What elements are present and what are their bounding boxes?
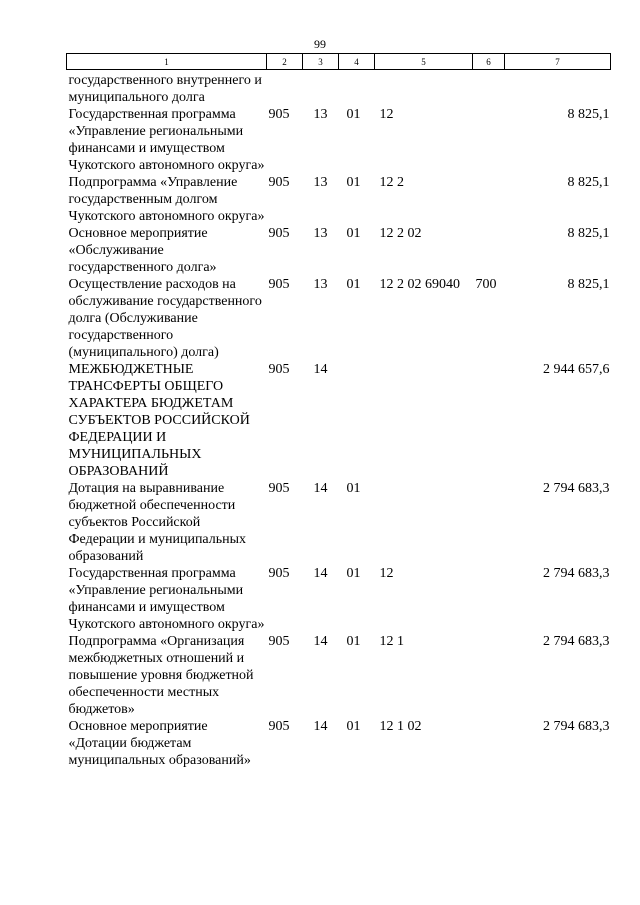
table-row bbox=[67, 565, 611, 633]
column-header: 4 bbox=[339, 54, 375, 70]
target-article-code: 12 2 bbox=[379, 175, 404, 190]
item-name: МЕЖБЮДЖЕТНЫЕ ТРАНСФЕРТЫ ОБЩЕГО ХАРАКТЕРА БЮДЖЕТАМ СУБЪЕКТОВ РОССИЙСКОЙ ФЕДЕРАЦИИ И МУНИЦИПАЛЬНЫХ ОБРАЗОВАНИЙ bbox=[68, 362, 250, 479]
expense-type-code: 700 bbox=[475, 277, 497, 292]
subsection-code bbox=[339, 361, 375, 480]
expense-type-code bbox=[473, 361, 505, 480]
subsection-code: 01 bbox=[346, 634, 361, 649]
column-header: 1 bbox=[67, 54, 267, 70]
amount: 2 944 657,6 bbox=[543, 362, 610, 377]
section-code: 13 bbox=[313, 107, 328, 122]
subsection-code bbox=[339, 70, 375, 107]
section-code: 14 bbox=[313, 362, 328, 377]
target-article-code bbox=[375, 361, 473, 480]
amount: 8 825,1 bbox=[567, 175, 610, 190]
item-name: Подпрограмма «Управление государственным долгом Чукотского автономного округа» bbox=[68, 175, 265, 224]
section-code: 13 bbox=[313, 277, 328, 292]
column-header: 2 bbox=[267, 54, 303, 70]
amount: 2 794 683,3 bbox=[543, 719, 610, 734]
amount: 8 825,1 bbox=[567, 107, 610, 122]
expense-type-code bbox=[473, 174, 505, 225]
table-row bbox=[67, 718, 611, 769]
column-header: 6 bbox=[473, 54, 505, 70]
section-code: 14 bbox=[313, 634, 328, 649]
item-name: Государственная программа «Управление региональными финансами и имуществом Чукотского автономного округа» bbox=[68, 566, 265, 632]
target-article-code: 12 1 02 bbox=[379, 719, 422, 734]
table-row bbox=[67, 633, 611, 718]
column-header: 3 bbox=[303, 54, 339, 70]
ministry-code: 905 bbox=[268, 175, 290, 190]
subsection-code: 01 bbox=[346, 481, 361, 496]
ministry-code: 905 bbox=[268, 566, 290, 581]
table-row bbox=[67, 361, 611, 480]
budget-table bbox=[66, 53, 611, 769]
ministry-code: 905 bbox=[268, 362, 290, 377]
subsection-code: 01 bbox=[346, 107, 361, 122]
target-article-code: 12 1 bbox=[379, 634, 404, 649]
amount: 8 825,1 bbox=[567, 277, 610, 292]
subsection-code: 01 bbox=[346, 175, 361, 190]
target-article-code: 12 2 02 69040 bbox=[379, 277, 460, 292]
ministry-code: 905 bbox=[268, 107, 290, 122]
item-name: Подпрограмма «Организация межбюджетных отношений и повышение уровня бюджетной обеспеченности местных бюджетов» bbox=[68, 634, 254, 717]
section-code: 14 bbox=[313, 566, 328, 581]
item-name: Дотация на выравнивание бюджетной обеспеченности субъектов Российской Федерации и муниципальных образований bbox=[68, 481, 247, 564]
ministry-code: 905 bbox=[268, 634, 290, 649]
ministry-code: 905 bbox=[268, 481, 290, 496]
amount: 2 794 683,3 bbox=[543, 634, 610, 649]
amount: 2 794 683,3 bbox=[543, 481, 610, 496]
section-code: 13 bbox=[313, 175, 328, 190]
item-name: Основное мероприятие «Обслуживание государственного долга» bbox=[68, 226, 217, 275]
amount: 2 794 683,3 bbox=[543, 566, 610, 581]
amount: 8 825,1 bbox=[567, 226, 610, 241]
subsection-code: 01 bbox=[346, 277, 361, 292]
table-row bbox=[67, 225, 611, 276]
target-article-code bbox=[375, 480, 473, 565]
target-article-code: 12 2 02 bbox=[379, 226, 422, 241]
expense-type-code bbox=[473, 565, 505, 633]
target-article-code: 12 bbox=[379, 566, 394, 581]
column-header: 7 bbox=[505, 54, 611, 70]
table-row bbox=[67, 480, 611, 565]
table-row bbox=[67, 276, 611, 361]
subsection-code: 01 bbox=[346, 226, 361, 241]
section-code: 14 bbox=[313, 719, 328, 734]
subsection-code: 01 bbox=[346, 719, 361, 734]
item-name: Осуществление расходов на обслуживание государственного долга (Обслуживание государственного (муниципального) долга) bbox=[68, 277, 262, 360]
page-number: 99 bbox=[314, 37, 326, 51]
subsection-code: 01 bbox=[346, 566, 361, 581]
expense-type-code bbox=[473, 633, 505, 718]
item-name: Основное мероприятие «Дотации бюджетам муниципальных образований» bbox=[68, 719, 251, 768]
section-code bbox=[303, 70, 339, 107]
item-name: Государственная программа «Управление региональными финансами и имуществом Чукотского автономного округа» bbox=[68, 107, 265, 173]
item-name: государственного внутреннего и муниципального долга bbox=[68, 73, 262, 105]
expense-type-code bbox=[473, 106, 505, 174]
expense-type-code bbox=[473, 718, 505, 769]
table-row bbox=[67, 106, 611, 174]
expense-type-code bbox=[473, 70, 505, 107]
column-header: 5 bbox=[375, 54, 473, 70]
ministry-code bbox=[267, 70, 303, 107]
target-article-code: 12 bbox=[379, 107, 394, 122]
ministry-code: 905 bbox=[268, 719, 290, 734]
table-row bbox=[67, 70, 611, 107]
ministry-code: 905 bbox=[268, 277, 290, 292]
ministry-code: 905 bbox=[268, 226, 290, 241]
expense-type-code bbox=[473, 480, 505, 565]
section-code: 13 bbox=[313, 226, 328, 241]
section-code: 14 bbox=[313, 481, 328, 496]
column-number-header bbox=[67, 54, 611, 70]
target-article-code bbox=[375, 70, 473, 107]
amount bbox=[505, 70, 611, 107]
expense-type-code bbox=[473, 225, 505, 276]
table-row bbox=[67, 174, 611, 225]
